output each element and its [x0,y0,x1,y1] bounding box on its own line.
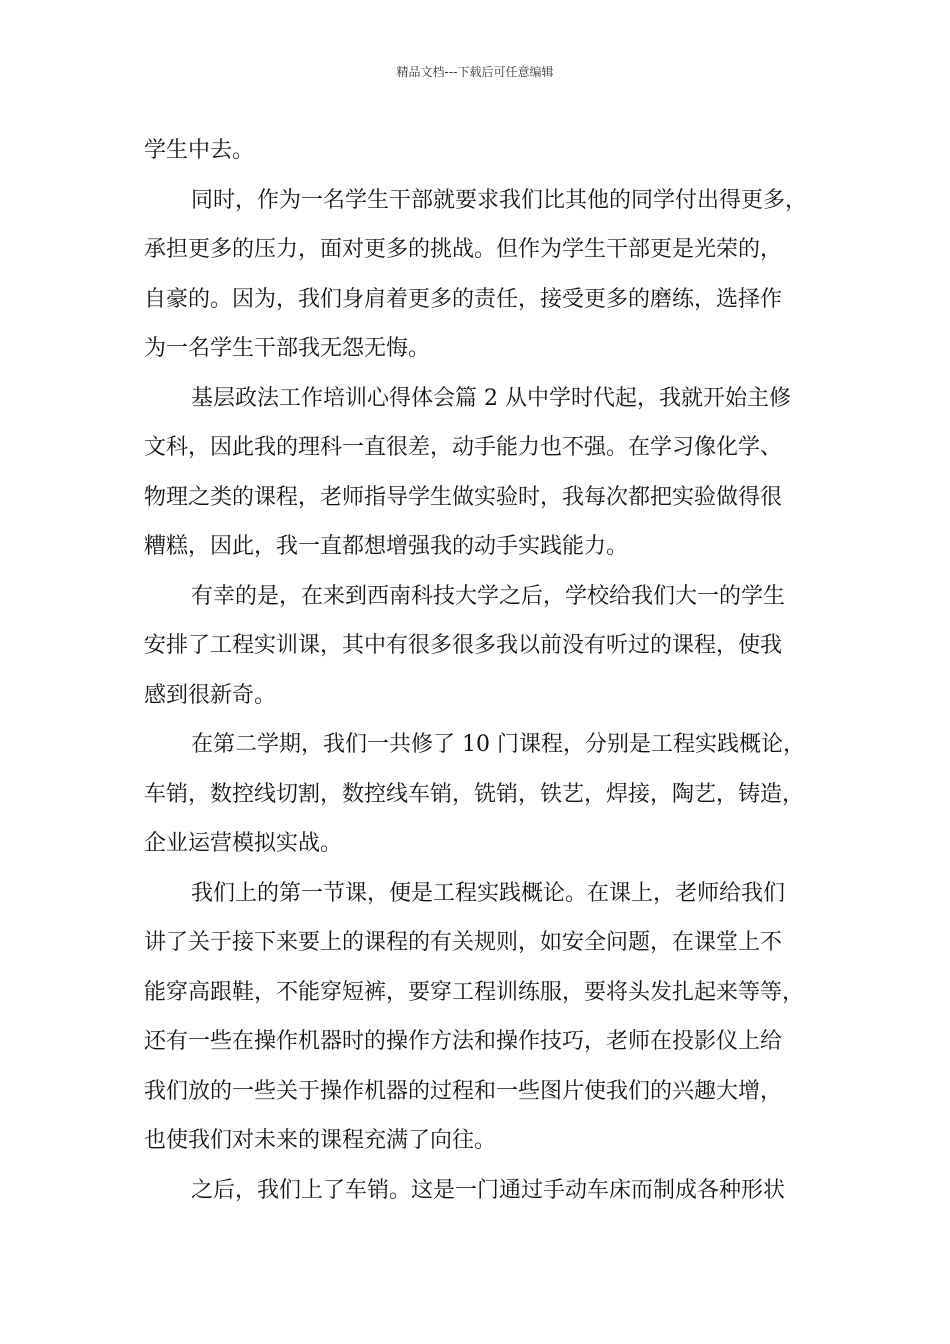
text-line: 我们放的一些关于操作机器的过程和一些图片使我们的兴趣大增， [144,1078,783,1104]
text-line: 还有一些在操作机器时的操作方法和操作技巧，老师在投影仪上给 [144,1029,783,1054]
text-line: 有幸的是，在来到西南科技大学之后，学校给我们大一的学生 [191,583,786,609]
text-line: 承担更多的压力，面对更多的挑战。但作为学生干部更是光荣的， [144,237,783,262]
text-line: 安排了工程实训课，其中有很多很多我以前没有听过的课程，使我 [144,633,783,658]
page-header: 精品文档---下载后可任意编辑 [396,65,554,79]
text-line: 我们上的第一节课，便是工程实践概论。在课上，老师给我们 [191,880,786,906]
text-line: 感到很新奇。 [144,682,277,708]
text-line: 企业运营模拟实战。 [144,831,343,856]
text-line: 能穿高跟鞋，不能穿短裤，要穿工程训练服，要将头发扎起来等等， [144,979,805,1005]
text-line: 车销，数控线切割，数控线车销，铣销，铁艺，焊接，陶艺，铸造， [144,781,805,807]
text-line: 自豪的。因为，我们身肩着更多的责任，接受更多的磨练，选择作 [144,286,783,312]
text-line: 同时，作为一名学生干部就要求我们比其他的同学付出得更多， [191,187,808,213]
text-line: 糟糕，因此，我一直都想增强我的动手实践能力。 [144,534,629,559]
text-line: 为一名学生干部我无怨无悔。 [144,336,431,361]
text-line: 也使我们对未来的课程充满了向往。 [144,1128,497,1153]
text-line: 物理之类的课程，老师指导学生做实验时，我每次都把实验做得很 [144,484,783,510]
document-body [144,126,834,1215]
text-line: 在第二学期，我们一共修了 10 门课程，分别是工程实践概论， [191,732,805,757]
text-line: 文科，因此我的理科一直很差，动手能力也不强。在学习像化学、 [144,435,783,460]
text-line: 讲了关于接下来要上的课程的有关规则，如安全问题，在课堂上不 [144,930,783,955]
text-line: 基层政法工作培训心得体会篇 2 从中学时代起，我就开始主修 [191,385,791,411]
text-line: 学生中去。 [144,138,255,163]
text-line: 之后，我们上了车销。这是一门通过手动车床而制成各种形状 [191,1177,786,1203]
